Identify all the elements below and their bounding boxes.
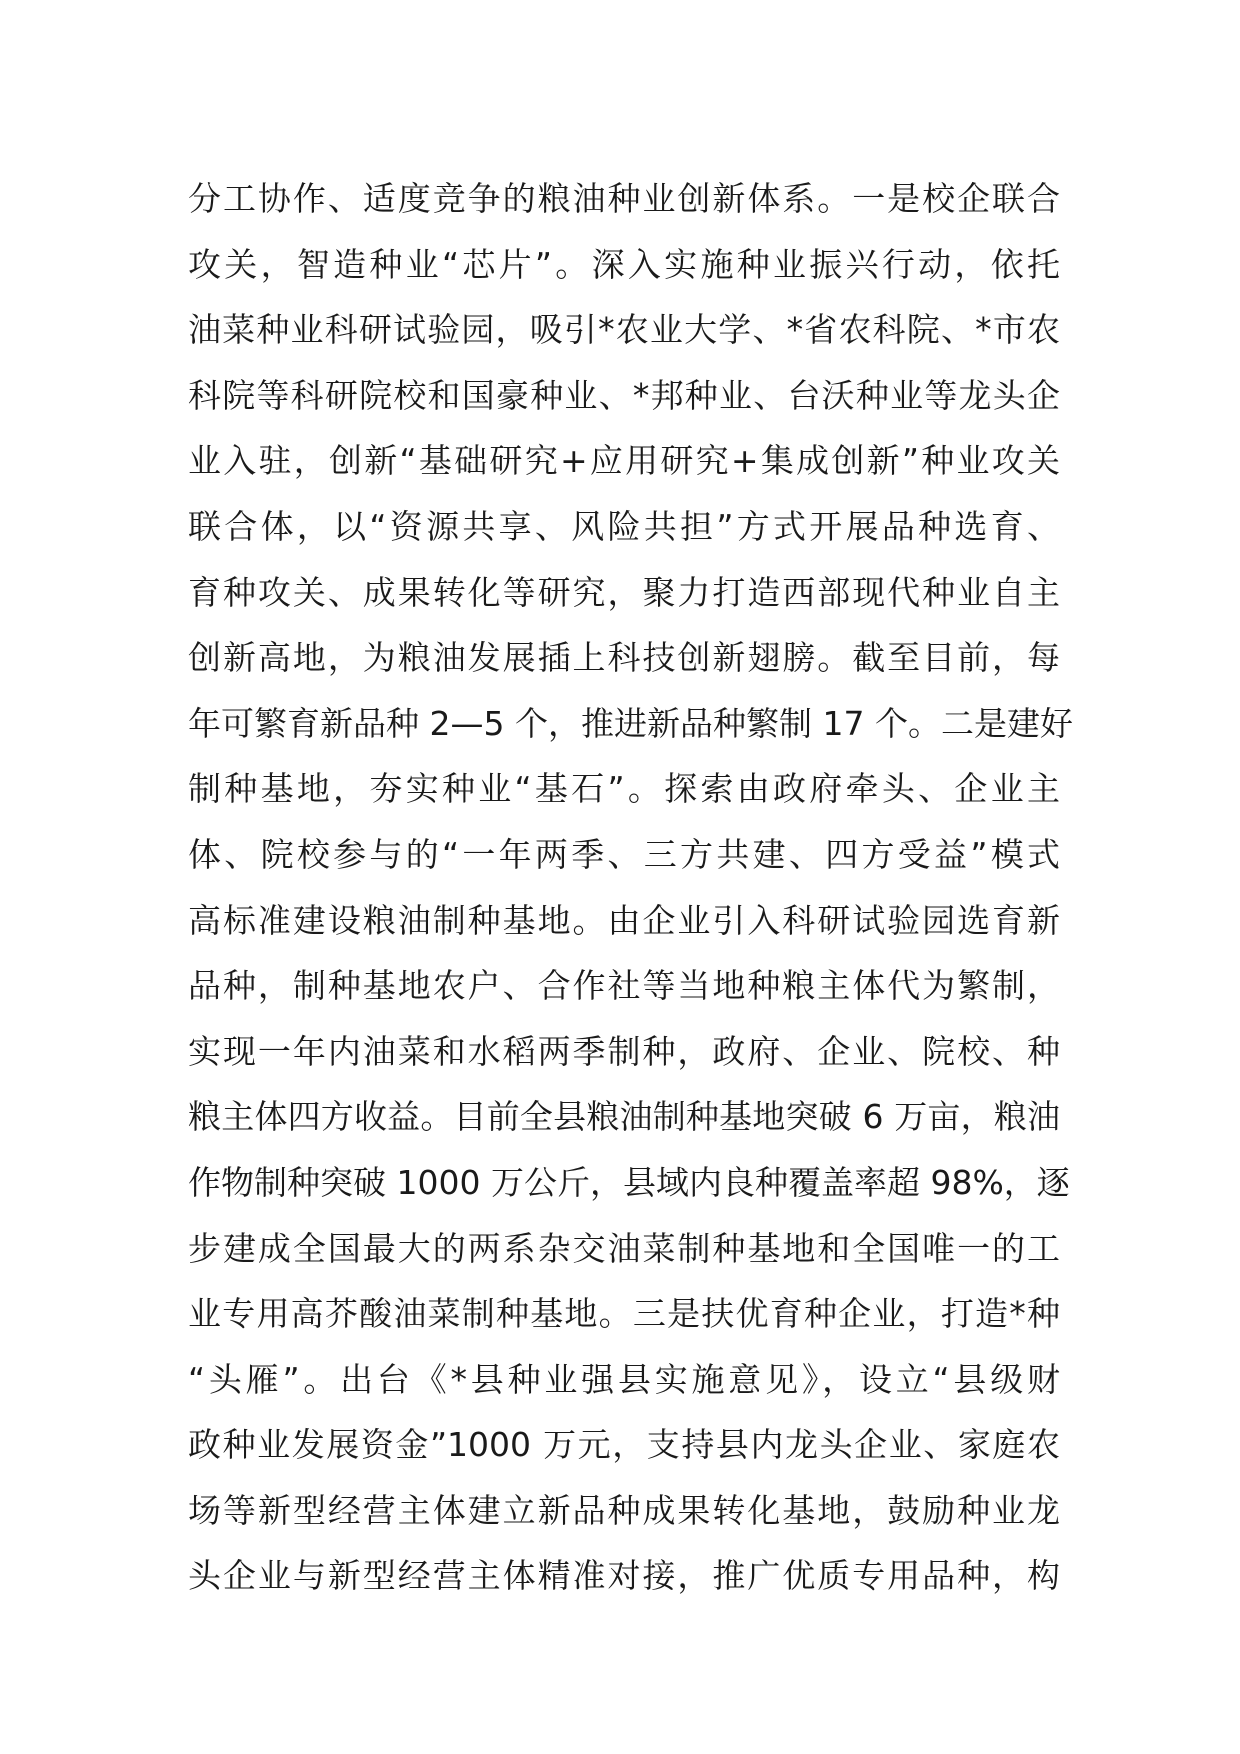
text-line: 作物制种突破 1000 万公斤，县域内良种覆盖率超 98%，逐: [188, 1162, 1070, 1202]
text-line: 创新高地，为粮油发展插上科技创新翅膀。截至目前，每: [188, 638, 1060, 678]
text-line: 分工协作、适度竞争的粮油种业创新体系。一是校企联合: [188, 179, 1060, 218]
text-line: 制种基地，夯实种业“基石”。探索由政府牵头、企业主: [188, 769, 1060, 809]
text-line: “头雁”。出台《*县种业强县实施意见》，设立“县级财: [188, 1359, 1060, 1399]
text-line: 联合体，以“资源共享、风险共担”方式开展品种选育、: [188, 506, 1060, 546]
text-line: 实现一年内油菜和水稻两季制种，政府、企业、院校、种: [188, 1031, 1060, 1071]
text-line: 步建成全国最大的两系杂交油菜制种基地和全国唯一的工: [188, 1228, 1060, 1268]
text-line: 育种攻关、成果转化等研究，聚力打造西部现代种业自主: [188, 572, 1060, 612]
text-line: 粮主体四方收益。目前全县粮油制种基地突破 6 万亩，粮油: [188, 1097, 1060, 1137]
text-line: 政种业发展资金”1000 万元，支持县内龙头企业、家庭农: [188, 1425, 1060, 1465]
text-line: 攻关，智造种业“芯片”。深入实施种业振兴行动，依托: [188, 244, 1060, 284]
text-line: 场等新型经营主体建立新品种成果转化基地，鼓励种业龙: [188, 1490, 1060, 1530]
text-line: 年可繁育新品种 2—5 个，推进新品种繁制 17 个。二是建好: [188, 703, 1073, 743]
text-line: 高标准建设粮油制种基地。由企业引入科研试验园选育新: [188, 900, 1060, 940]
text-line: 油菜种业科研试验园，吸引*农业大学、*省农科院、*市农: [188, 310, 1060, 350]
text-line: 科院等科研院校和国豪种业、*邦种业、台沃种业等龙头企: [188, 375, 1060, 415]
text-line: 品种，制种基地农户、合作社等当地种粮主体代为繁制，: [188, 966, 1060, 1006]
body-text: [188, 166, 1073, 1609]
text-line: 头企业与新型经营主体精准对接，推广优质专用品种，构: [188, 1556, 1060, 1596]
text-line: 业入驻，创新“基础研究+应用研究+集成创新”种业攻关: [188, 441, 1060, 481]
text-line: 体、院校参与的“一年两季、三方共建、四方受益”模式: [188, 834, 1060, 874]
text-line: 业专用高芥酸油菜制种基地。三是扶优育种企业，打造*种: [188, 1294, 1060, 1334]
